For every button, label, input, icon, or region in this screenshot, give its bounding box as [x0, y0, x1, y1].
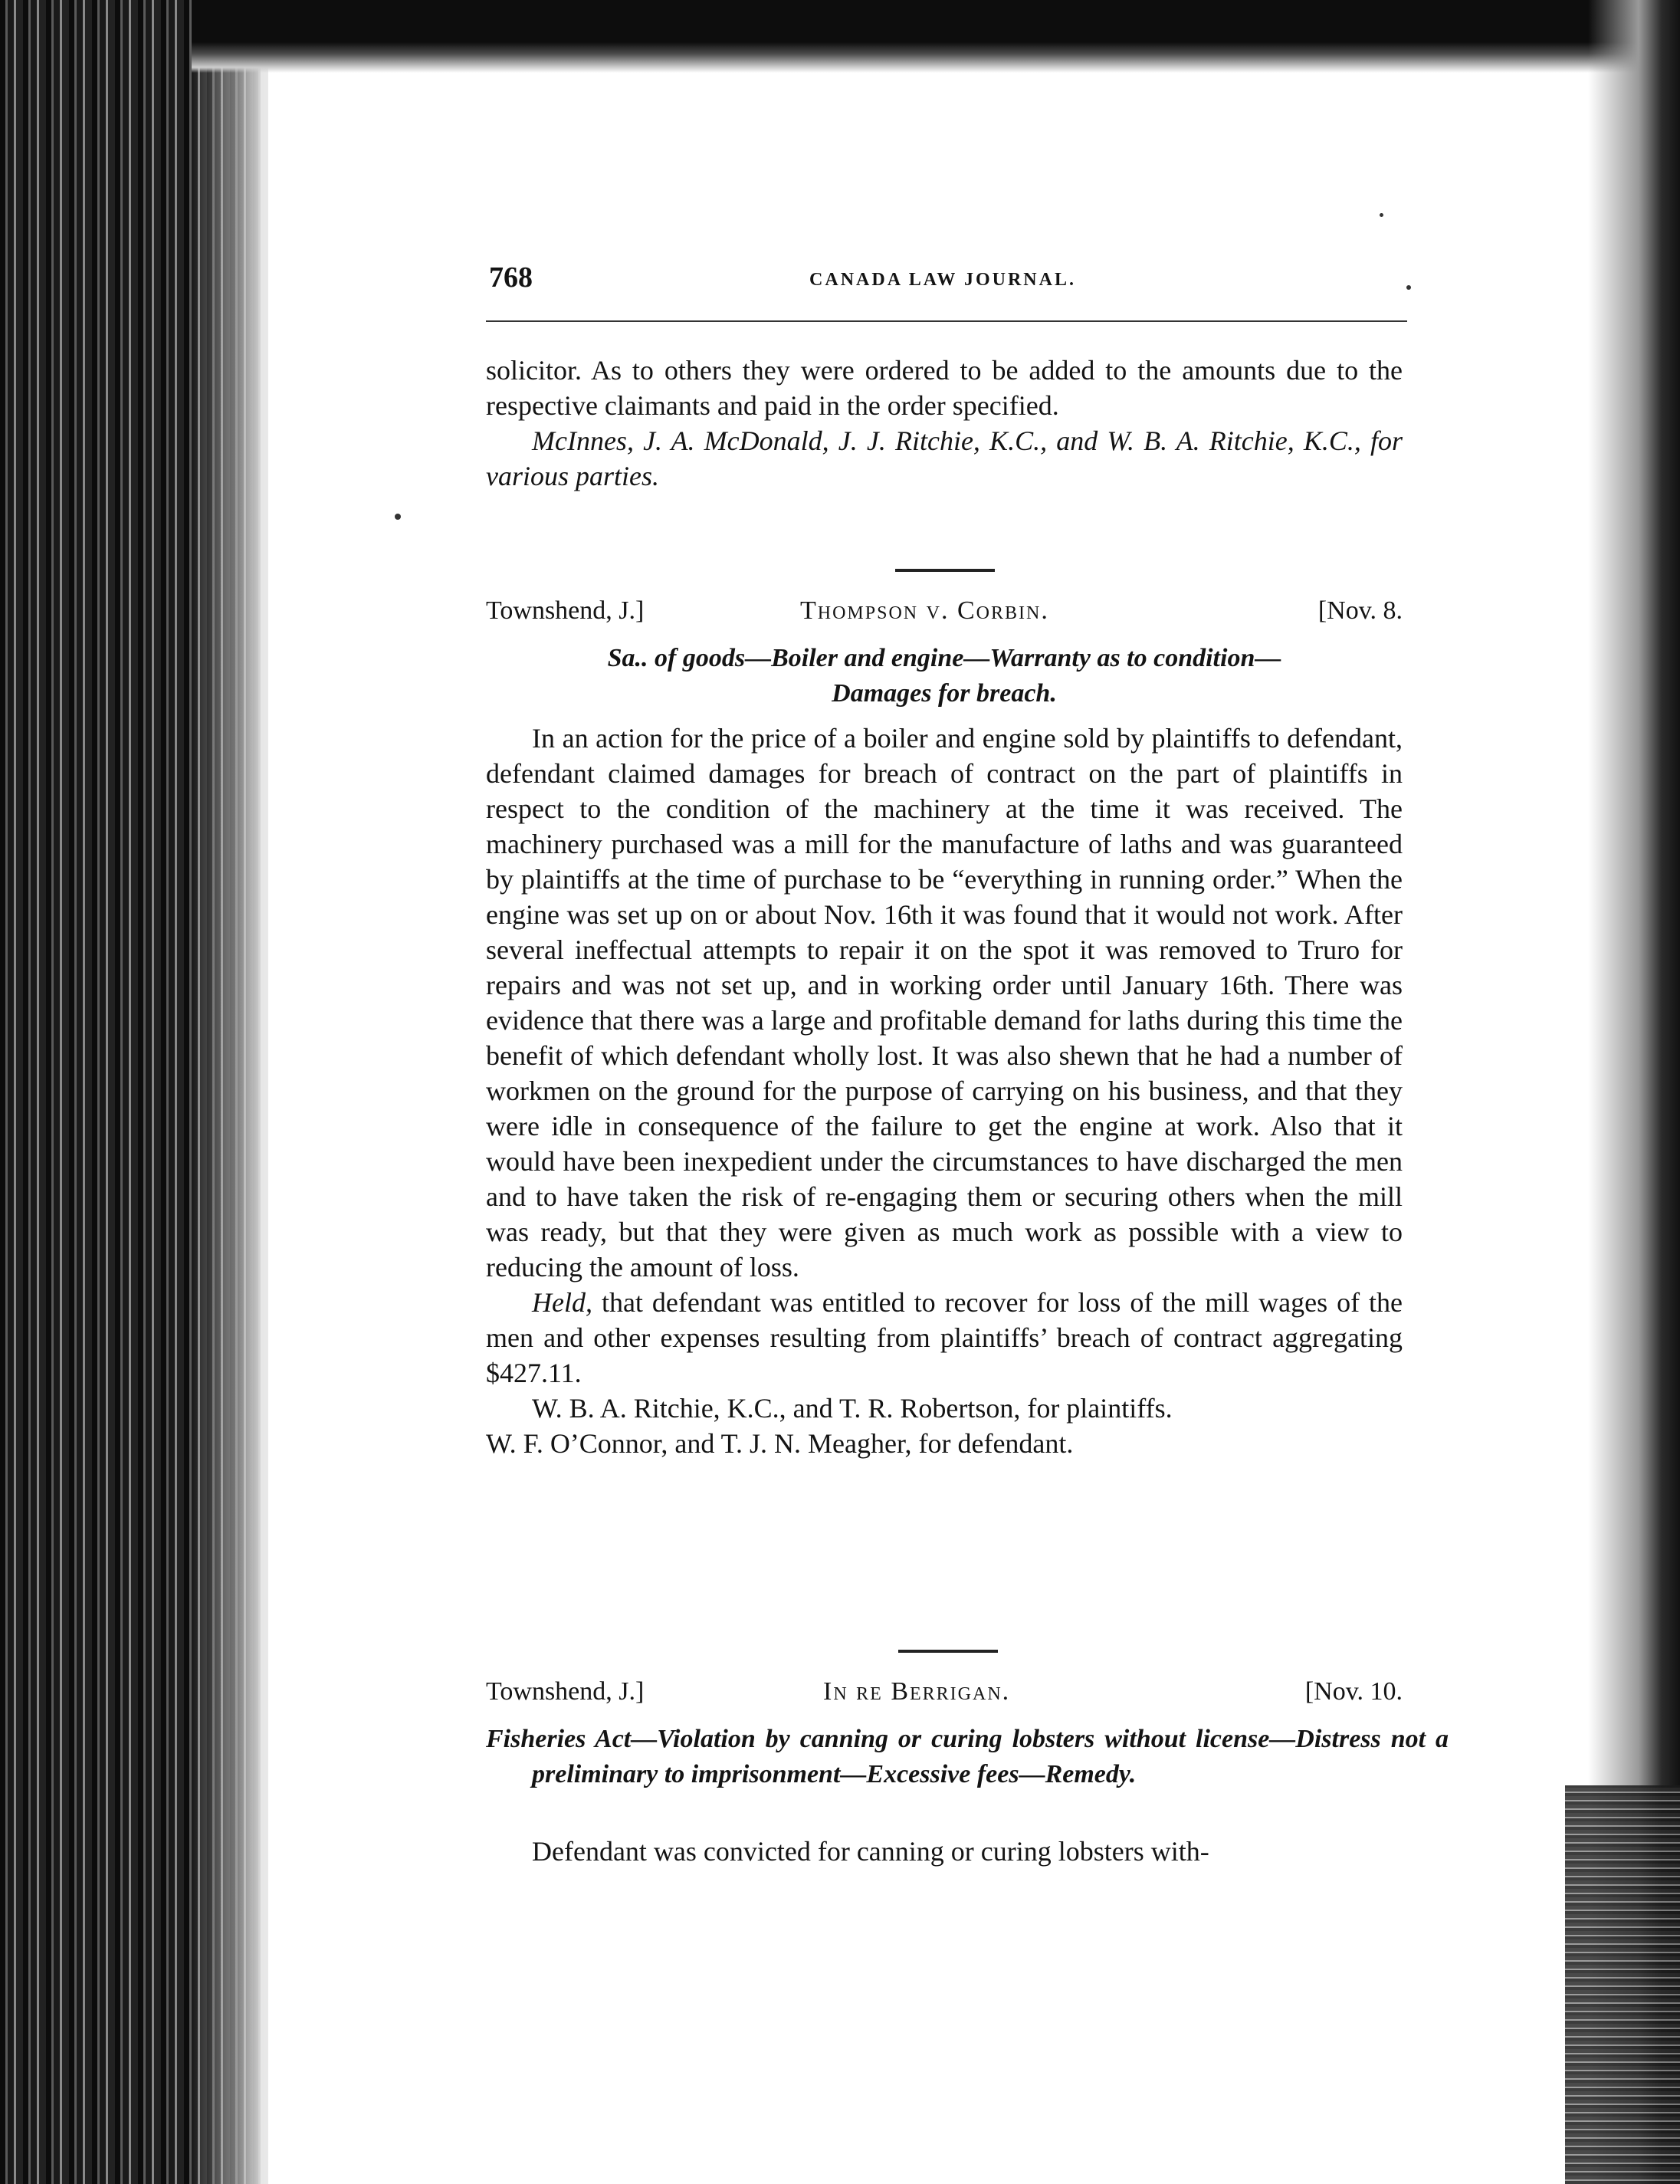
case2-headnote: Fisheries Act—Violation by canning or curing lobsters without license—Distress not a preliminary to imprisonment—Excessive fees—Remedy. — [486, 1725, 1449, 1788]
case2-caption — [486, 1677, 1403, 1716]
case2-name: In re Berrigan. — [823, 1677, 1011, 1706]
case1-headnote — [486, 641, 1403, 711]
case2-body — [486, 1834, 1403, 1869]
case1-facts: In an action for the price of a boiler and engine sold by plaintiffs to defendant, defendant claimed damages for breach of contract on the part of plaintiffs in respect to the condition of the machinery at the time it was received. The machinery purchased was a mill for the manufacture of laths and was guaranteed by plaintiffs at the time of purchase to be “everything in running order.” When the engine was set up on or about Nov. 16th it was found that it would not work. After several ineffectual attempts to repair it on the spot it was removed to Truro for repairs and was not set up, and in working order until January 16th. There was evidence that there was a large and profitable demand for laths during this time the benefit of which defendant wholly lost. It was also shewn that he had a number of workmen on the ground for the purpose of carrying on his business, and that they were idle in consequence of the failure to get the engine at work. Also that it would have been inexpedient under the circumstances to have discharged the men and to have taken the risk of re-engaging them or securing others when the mill was ready, but that they were given as much work as possible with a view to reducing the amount of loss. — [486, 723, 1403, 1282]
scan-speck — [1406, 285, 1411, 290]
header-rule — [486, 320, 1407, 322]
scan-speck — [1380, 213, 1383, 217]
case1-name: Thompson v. Corbin. — [800, 596, 1049, 625]
section-divider — [895, 569, 995, 572]
case1-judge: Townshend, J.] — [486, 596, 645, 625]
case1-caption — [486, 596, 1403, 635]
case1-body — [486, 721, 1403, 1461]
case1-headnote-line2: Damages for breach. — [832, 679, 1057, 708]
case1-counsel-defendant: W. F. O’Connor, and T. J. N. Meagher, for defendant. — [486, 1428, 1074, 1459]
scan-speck — [395, 514, 401, 520]
running-head: CANADA LAW JOURNAL. — [809, 270, 1076, 290]
case1-held-paragraph — [486, 1285, 1403, 1391]
case1-headnote-line1: Sa.. of goods—Boiler and engine—Warranty as to condition— — [607, 644, 1281, 672]
gutter-fade — [192, 0, 268, 2184]
case2-facts-start: Defendant was convicted for canning or curing lobsters with- — [532, 1836, 1209, 1867]
case2-judge: Townshend, J.] — [486, 1677, 645, 1706]
case1-date: [Nov. 8. — [1317, 596, 1403, 625]
opening-section — [486, 353, 1403, 494]
case1-counsel-plaintiffs: W. B. A. Ritchie, K.C., and T. R. Robertson, for plaintiffs. — [532, 1393, 1173, 1424]
continuation-paragraph: solicitor. As to others they were ordered to be added to the amounts due to the respective claimants and paid in the order specified. — [486, 355, 1403, 421]
case2-date: [Nov. 10. — [1304, 1677, 1403, 1706]
right-bottom-scan-edge — [1565, 1785, 1680, 2184]
page-header — [475, 261, 1410, 307]
journal-page — [475, 261, 1449, 1867]
opening-counsel: McInnes, J. A. McDonald, J. J. Ritchie, K.C., and W. B. A. Ritchie, K.C., for various parties. — [486, 425, 1403, 491]
page-number: 768 — [489, 261, 533, 294]
section-divider — [898, 1650, 998, 1653]
held-word: Held, — [532, 1287, 592, 1318]
case1-held: that defendant was entitled to recover for loss of the mill wages of the men and other expenses resulting from plaintiffs’ breach of contract aggregating $427.11. — [486, 1287, 1403, 1388]
top-scan-shadow — [192, 0, 1680, 73]
